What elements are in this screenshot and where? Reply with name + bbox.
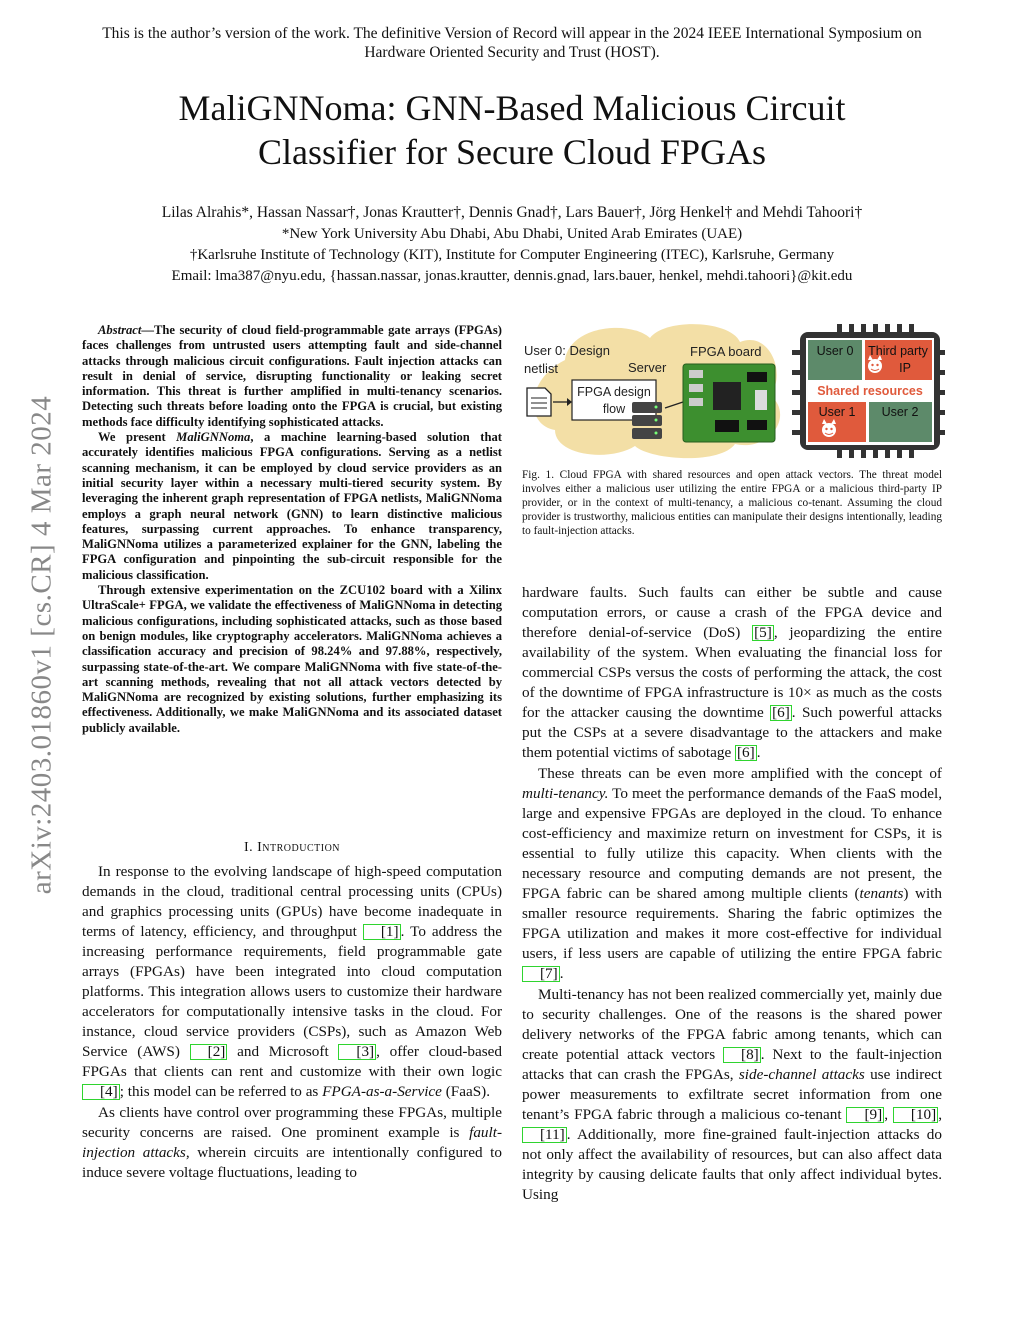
intro-text: . To address the increasing performance requirements, field programmable gate arrays (FPGAs) have been integrated into cloud computation platforms. This integration allows users to customize their hardware accelerators for computationally intensive tasks in the cloud. For instance, cloud service providers (CSPs), such as Amazon Web Service (AWS) xyxy=(82,923,503,1060)
intro-text: As clients have control over programming these FPGAs, multiple security concerns are raised. One prominent example is xyxy=(82,1104,502,1141)
body-text: ) with smaller resource requirements. Sharing the fabric optimizes the FPGA utilization and makes it more cost-effective for individual users, if less users are capable of utilizing the entire FPGA fabric xyxy=(522,885,942,962)
body-text: To meet the performance demands of the FaaS model, large and expensive FPGAs are deployed in the cloud. To enhance cost-efficiency and maximize return on investment for CSPs, it is essential to fully utilize this capacity. When clients with the necessary resource and computing demands are not present, the FPGA fabric can be shared among multiple clients ( xyxy=(522,785,942,902)
label-shared-resources: Shared resources xyxy=(817,384,923,398)
intro-text: , wherein circuits are intentionally configured to induce severe voltage fluctuations, leading to xyxy=(82,1144,502,1181)
citation-link[interactable]: [6] xyxy=(737,744,755,761)
body-text: . xyxy=(559,965,564,982)
abstract-p2-a: We present xyxy=(98,430,177,445)
affiliation-kit: †Karlsruhe Institute of Technology (KIT), Institute for Computer Engineering (ITEC), Karlsruhe, Germany xyxy=(189,247,835,263)
body-emphasis: multi-tenancy. xyxy=(522,785,609,802)
label-server: Server xyxy=(628,360,667,375)
abstract xyxy=(82,323,502,736)
label-user1: User 1 xyxy=(818,405,856,419)
arxiv-sidebar xyxy=(22,360,62,930)
citation-link[interactable]: [10] xyxy=(893,1107,938,1123)
label-user0: User 0 xyxy=(816,344,854,358)
intro-left-column xyxy=(82,862,502,1184)
intro-text: (FaaS). xyxy=(441,1083,490,1100)
label-design-flow-2: flow xyxy=(602,402,626,416)
section-heading xyxy=(82,840,502,856)
intro-text: , offer cloud-based FPGAs that clients can rent and customize with their own logic xyxy=(82,1043,502,1080)
citation-link[interactable]: [9] xyxy=(846,1107,884,1123)
abstract-lead: Abstract xyxy=(98,323,142,337)
version-notice: This is the author’s version of the work. The definitive Version of Record will appear in the 2024 IEEE International Symposium on Hardware Oriented Security and Trust (HOST). xyxy=(102,25,922,61)
figure-1-caption: Fig. 1. Cloud FPGA with shared resources and open attack vectors. The threat model involves either a malicious user utilizing the entire FPGA or a malicious third-party IP provider, or in the context of multi-tenancy, a malicious co-tenant. Assuming the cloud provider is trustworthy, malicious entities can manipulate their designs intentionally, leading to fault-injection attacks. xyxy=(522,469,942,537)
abstract-method-name: MaliGNNoma xyxy=(176,430,251,445)
label-user2: User 2 xyxy=(881,405,919,419)
body-text: , xyxy=(938,1106,942,1123)
server-rack-icon xyxy=(632,402,662,439)
document-icon xyxy=(527,388,551,416)
abstract-p1: —The security of cloud field-programmable gate arrays (FPGAs) faces challenges from untrusted users attempting fault and side-channel attacks through malicious circuit configurations. Fault injection attacks can result in denial of service, disrupting functionality or leaking secret information. This threat is further amplified in multi-tenancy scenarios. Detecting such threats before loading onto the FPGA is crucial, but existing methods face difficulty identifying sophisticated attacks. xyxy=(82,323,502,429)
label-fpga-board: FPGA board xyxy=(690,344,762,359)
citation-link[interactable]: [11] xyxy=(522,1127,567,1143)
intro-text: ; this model can be referred to as xyxy=(119,1083,323,1100)
body-text: . Next to the fault-injection attacks that can crash the FPGAs, xyxy=(522,1046,942,1083)
title-line-2: Classifier for Secure Cloud FPGAs xyxy=(258,132,766,172)
abstract-p3: Through extensive experimentation on the ZCU102 board with a Xilinx UltraScale+ FPGA, we validate the effectiveness of MaliGNNoma in detecting malicious configurations, including sophisticated attacks, such as those based on benign modules, like cryptography accelerators. MaliGNNoma achieves a classification accuracy and precision of 98.24% and 97.88%, respectively, surpassing state-of-the-art. We compare MaliGNNoma with five state-of-the-art scanning methods, revealing that not all attack vectors detected by MaliGNNoma are recognized by existing solutions, further emphasizing its effectiveness. Additionally, we make MaliGNNoma and its associated dataset publicly available. xyxy=(82,583,502,735)
intro-emphasis: fault-injection attacks xyxy=(82,1124,502,1161)
intro-text: In response to the evolving landscape of high-speed computation demands in the cloud, traditional central processing units (CPUs) and graphics processing units (GPUs) have become inadequate in terms of latency, efficiency, and throughput xyxy=(82,863,502,940)
arxiv-identifier: arXiv:2403.01860v1 [cs.CR] 4 Mar 2024 xyxy=(25,395,58,895)
label-third-party: Third party xyxy=(868,344,928,358)
intro-text: and Microsoft xyxy=(227,1043,339,1060)
body-emphasis: side-channel attacks xyxy=(738,1066,865,1083)
citation-link[interactable]: [5] xyxy=(754,624,772,641)
body-text: . xyxy=(756,744,761,761)
citation-link[interactable]: [1] xyxy=(363,924,401,940)
label-design-flow-1: FPGA design xyxy=(577,385,651,399)
body-text: , xyxy=(884,1106,893,1123)
intro-right-column xyxy=(522,583,942,1206)
citation-link[interactable]: [8] xyxy=(723,1047,761,1063)
author-list: Lilas Alrahis*, Hassan Nassar†, Jonas Krautter†, Dennis Gnad†, Lars Bauer†, Jörg Henkel† and Mehdi Tahoori† xyxy=(161,204,863,221)
abstract-p2-b: , a machine learning-based solution that accurately identifies malicious FPGA configurations. Serving as a netlist scanning mechanism, it can be employed by cloud service providers as an initial security layer within a necessary multi-tiered security system. By leveraging the inherent graph representation of FPGA netlists, MaliGNNoma employs a graph neural network (GNN) to learn distinctive malicious features, surpassing current approaches. To enhance transparency, MaliGNNoma utilizes a parameterized explainer for the GNN, labeling the FPGA configuration and pinpointing the sub-circuit responsible for the malicious classification. xyxy=(82,430,502,582)
author-emails: Email: lma387@nyu.edu, {hassan.nassar, jonas.krautter, dennis.gnad, lars.bauer, henkel, mehdi.tahoori}@kit.edu xyxy=(171,268,853,284)
body-text: hardware faults. Such faults can either be subtle and cause computation errors, or cause a crash of the FPGA device and therefore denial-of-service (DoS) xyxy=(522,584,942,641)
body-text: . Additionally, more fine-grained fault-injection attacks do not only affect the availability of resources, but can also affect data integrity by causing delicate faults that only affect individual bytes. Using xyxy=(522,1126,942,1203)
body-text: These threats can be even more amplified with the concept of xyxy=(538,765,942,782)
body-text: , jeopardizing the entire availability of the system. When evaluating the financial loss for commercial CSPs versus the costs of performing the attack, the cost of the downtime of FPGA infrastructure is 10× as much as the costs for the attacker causing the downtime xyxy=(522,624,942,721)
citation-link[interactable]: [6] xyxy=(772,704,790,721)
title-line-1: MaliGNNoma: GNN-Based Malicious Circuit xyxy=(178,88,846,128)
figure-1-diagram xyxy=(515,320,945,460)
section-title: Introduction xyxy=(257,840,341,855)
body-text: . Such powerful attacks put the CSPs at a severe disadvantage to the attackers and make them potential victims of sabotage xyxy=(522,704,942,761)
label-user0-design: User 0: Design xyxy=(524,343,610,358)
label-netlist: netlist xyxy=(524,361,558,376)
intro-emphasis: FPGA-as-a-Service xyxy=(322,1083,442,1100)
citation-link[interactable]: [3] xyxy=(338,1044,376,1060)
citation-link[interactable]: [7] xyxy=(522,966,560,982)
label-ip: IP xyxy=(899,361,911,375)
citation-link[interactable]: [4] xyxy=(82,1084,120,1100)
body-text: use indirect power measurements to exfiltrate secret information from one tenant’s FPGA fabric through a malicious co-tenant xyxy=(522,1066,942,1123)
affiliation-nyu: *New York University Abu Dhabi, Abu Dhabi, United Arab Emirates (UAE) xyxy=(281,226,743,242)
citation-link[interactable]: [2] xyxy=(190,1044,228,1060)
body-text: Multi-tenancy has not been realized commercially yet, mainly due to security challenges. One of the reasons is the shared power delivery networks of the FPGA fabric among tenants, which can create potential attack vectors xyxy=(522,986,942,1063)
fpga-board-icon xyxy=(683,364,775,442)
section-number: I. xyxy=(243,840,258,855)
body-emphasis: tenants xyxy=(859,885,904,902)
paper-title xyxy=(60,86,964,174)
